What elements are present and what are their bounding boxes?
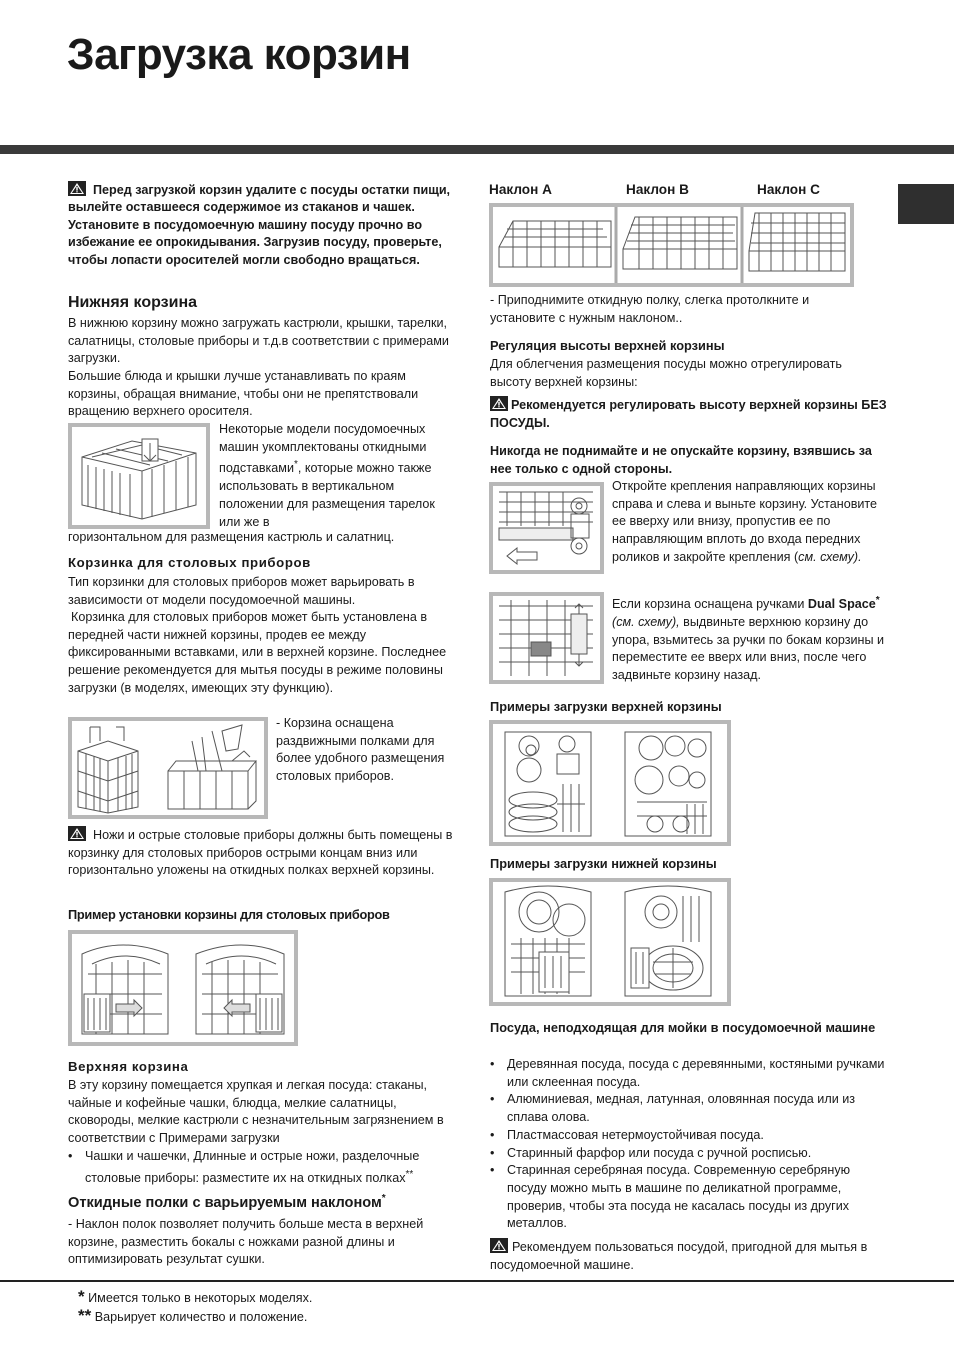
folding-supports-figure: [68, 423, 210, 529]
height-caution: Никогда не поднимайте и не опускайте корзину, взявшись за нее только с одной стороны.: [490, 444, 872, 476]
header-rule: [0, 145, 954, 154]
rail-clips-illustration: [493, 486, 600, 570]
list-item: • Пластмассовая нетермоустойчивая посуда.: [490, 1127, 886, 1145]
tilt-shelves-illustration: [493, 207, 850, 283]
unsuitable-title: Посуда, неподходящая для мойки в посудомоечной машине: [490, 1020, 876, 1035]
cutlery-paragraph-1: Тип корзинки для столовых приборов может варьировать в зависимости от модели посудомоечной машины.: [68, 575, 415, 607]
tilting-shelves-title: Откидные полки с варьируемым наклоном*: [68, 1193, 386, 1211]
unsuitable-list: [490, 1056, 886, 1233]
recommend-warning: Рекомендуем пользоваться посудой, пригодной для мытья в посудомоечной машине.: [490, 1240, 868, 1272]
dual-space-figure: [489, 592, 604, 684]
height-adjust-title: Регуляция высоты верхней корзины: [490, 338, 725, 353]
list-item: • Деревянная посуда, посуда с деревянными, костяными ручками или склеенная посуда.: [490, 1056, 886, 1091]
page-title: Загрузка корзин: [67, 30, 411, 79]
warning-icon: [490, 396, 508, 411]
cutlery-basket-illustration: [72, 721, 264, 815]
lower-basket-paragraph-1: В нижнюю корзину можно загружать кастрюли, крышки, тарелки, салатницы, столовые приборы и т.д.в соответствии с примерами загрузки.: [68, 316, 449, 366]
cutlery-shelves-note: - Корзина оснащена раздвижными полками для более удобного размещения столовых приборов.: [276, 716, 445, 784]
language-tab: [898, 184, 954, 224]
folding-supports-text: Некоторые модели посудомоечных машин укомплектованы откидными подставками*, которые можно также использовать в вертикальном положении для размещения тарелок или же в: [219, 422, 435, 529]
upper-basket-list: [68, 1148, 456, 1188]
list-item: • Алюминиевая, медная, латунная, оловянная посуда или из сплава олова.: [490, 1091, 886, 1126]
cutlery-position-figure: [68, 930, 298, 1046]
footnote-2: ** Варьирует количество и положение.: [78, 1306, 308, 1325]
footer-rule: [0, 1280, 954, 1282]
lower-examples-figure: [489, 878, 731, 1006]
tilt-figure: [489, 203, 854, 287]
knives-warning: Ножи и острые столовые приборы должны быть помещены в корзинку для столовых приборов острыми концам вниз или горизонтально уложены на откидных полках верхней корзины.: [68, 828, 453, 878]
cutlery-paragraph-2: Корзинка для столовых приборов может быть установлена в передней части нижней корзины, продев ее между фиксированными вставками, или в верхней корзине. Последнее решение рекомендуется для мытья посуды в режиме половины загрузки (в моделях, имеющих эту функцию).: [68, 610, 447, 695]
height-warning: Рекомендуется регулировать высоту верхней корзины БЕЗ ПОСУДЫ.: [490, 398, 887, 430]
cutlery-basket-figure: [68, 717, 268, 819]
warning-icon: [490, 1238, 508, 1253]
lower-basket-paragraph-2: Большие блюда и крышки лучше устанавливать по краям корзины, обращая внимание, чтобы они не препятствовали вращению верхнего оросителя.: [68, 369, 419, 419]
tilt-b-label: Наклон B: [626, 182, 689, 197]
lower-load-illustration: [493, 882, 727, 1002]
height-adjust-paragraph: Для облегчения размещения посуды можно отрегулировать высоту верхней корзины:: [490, 357, 842, 389]
folding-supports-text-end: горизонтальном для размещения кастрюль и салатниц.: [68, 530, 395, 544]
dual-space-illustration: [493, 596, 600, 680]
upper-basket-paragraph: В эту корзину помещается хрупкая и легкая посуда: стаканы, чайные и кофейные чашки, блюдца, мелкие салатницы, сковороды, мелкие кастрюли с незначительным загрязнением в соответствии с Примерами загрузки: [68, 1078, 444, 1146]
rail-clips-text: Откройте крепления направляющих корзины справа и слева и выньте корзину. Установите ее вверху или внизу, пропустив ее по направляющим вплоть до входа передних роликов и закройте крепления (см. схему).: [612, 479, 878, 564]
cutlery-position-illustration: [72, 934, 294, 1042]
list-item: • Старинная серебряная посуда. Современную серебряную посуду можно мыть в машине по деликатной программе, проверив, чтобы эта посуда не касалась посуды из других металлов.: [490, 1162, 886, 1233]
rail-clips-figure: [489, 482, 604, 574]
list-item: • Чашки и чашечки, Длинные и острые ножи, разделочные столовые приборы: разместите их на откидных полках**: [68, 1148, 456, 1188]
lower-basket-title: Нижняя корзина: [68, 294, 197, 311]
intro-warning: Перед загрузкой корзин удалите с посуды остатки пищи, вылейте оставшееся содержимое из стаканов и чашек. Установите в посудомоечную машину посуду прочно во избежание ее опрокидывания. Загрузив посуду, проверьте, чтобы лопасти оросителей могли свободно вращаться.: [68, 183, 451, 267]
list-item: • Старинный фарфор или посуда с ручной росписью.: [490, 1145, 886, 1163]
tilt-a-label: Наклон A: [489, 182, 552, 197]
lower-basket-illustration: [72, 427, 206, 525]
tilt-instructions: - Приподнимите откидную полку, слегка протолкните и установите с нужным наклоном..: [490, 293, 810, 325]
upper-load-illustration: [493, 724, 727, 842]
lower-examples-title: Примеры загрузки нижней корзины: [490, 856, 717, 871]
upper-examples-title: Примеры загрузки верхней корзины: [490, 699, 722, 714]
tilt-c-label: Наклон C: [757, 182, 820, 197]
upper-examples-figure: [489, 720, 731, 846]
cutlery-example-title: Пример установки корзины для столовых приборов: [68, 907, 390, 922]
cutlery-basket-title: Корзинка для столовых приборов: [68, 555, 311, 570]
warning-icon: [68, 826, 86, 841]
footnote-1: * Имеется только в некоторых моделях.: [78, 1287, 313, 1306]
dual-space-text: Если корзина оснащена ручками Dual Space* (см. схему), выдвиньте верхнюю корзину до упора, взьмитесь за ручки по бокам корзины и переместите ее вверх или вниз, после чего задвиньте корзину назад.: [612, 595, 885, 682]
upper-basket-title: Верхняя корзина: [68, 1059, 189, 1074]
warning-icon: [68, 181, 86, 196]
tilting-shelves-paragraph: - Наклон полок позволяет получить больше места в верхней корзине, разместить бокалы с ножками разной длины и оптимизировать результат сушки.: [68, 1217, 424, 1267]
